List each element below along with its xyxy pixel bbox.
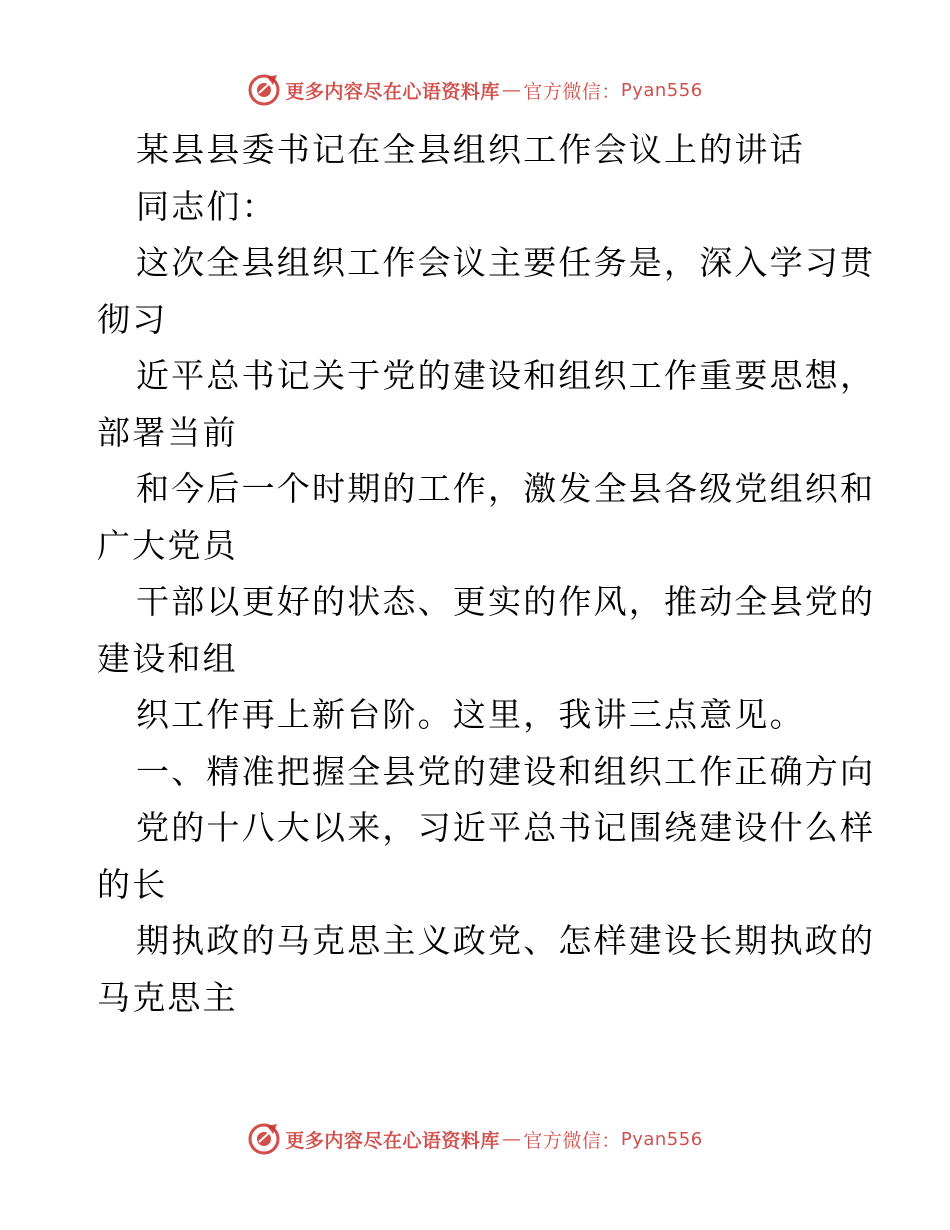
paragraph-line: 期执政的马克思主义政党、怎样建设长期执政的 xyxy=(136,921,876,960)
section-heading: 一、精准把握全县党的建设和组织工作正确方向 xyxy=(136,751,876,791)
paragraph-line: 的长 xyxy=(97,864,168,904)
watermark-brand: 更多内容尽在心语资料库 xyxy=(285,80,500,103)
document-body xyxy=(97,122,887,1026)
watermark-wechat-label: 官方微信： xyxy=(523,1129,621,1152)
paragraph-line: 织工作再上新台阶。这里，我讲三点意见。 xyxy=(136,695,805,734)
watermark-wechat-id: Pyan556 xyxy=(620,79,703,101)
paragraph-line: 和今后一个时期的工作，激发全县各级党组织和 xyxy=(136,469,876,508)
watermark-dash: — xyxy=(501,79,522,101)
paragraph-line: 马克思主 xyxy=(97,977,238,1017)
watermark-wechat-id: Pyan556 xyxy=(620,1128,703,1150)
watermark-dash: — xyxy=(501,1128,522,1150)
watermark-header xyxy=(0,70,950,110)
paragraph-line: 这次全县组织工作会议主要任务是，深入学习贯 xyxy=(136,243,876,282)
watermark-wechat-label: 官方微信： xyxy=(523,80,621,103)
paragraph-line: 近平总书记关于党的建设和组织工作重要思想， xyxy=(136,356,876,395)
document-title: 某县县委书记在全县组织工作会议上的讲话 xyxy=(136,130,805,169)
pen-circle-logo-icon xyxy=(247,73,281,107)
salutation: 同志们： xyxy=(136,186,277,226)
paragraph-line: 广大党员 xyxy=(97,525,238,565)
paragraph-line: 党的十八大以来，习近平总书记围绕建设什么样 xyxy=(136,808,876,847)
paragraph-line: 建设和组 xyxy=(97,638,238,678)
paragraph-line: 部署当前 xyxy=(97,412,238,452)
watermark-brand: 更多内容尽在心语资料库 xyxy=(285,1129,500,1152)
paragraph-line: 彻习 xyxy=(97,299,168,339)
paragraph-line: 干部以更好的状态、更实的作风，推动全县党的 xyxy=(136,582,876,621)
watermark-footer xyxy=(0,1119,950,1159)
pen-circle-logo-icon xyxy=(247,1122,281,1156)
